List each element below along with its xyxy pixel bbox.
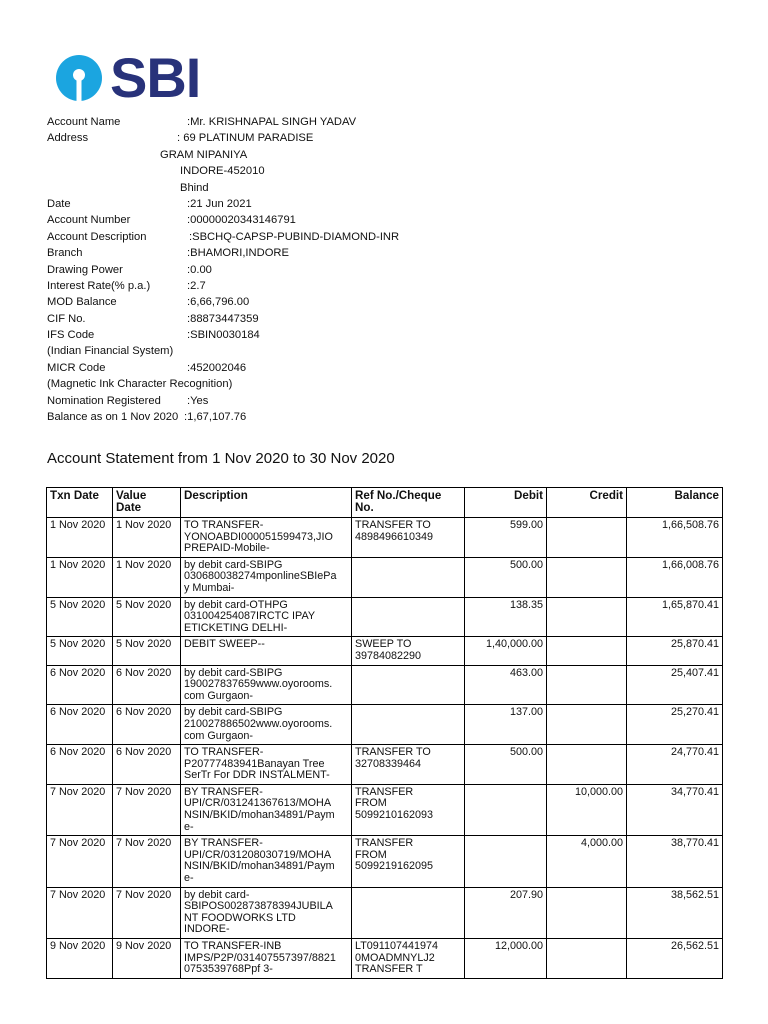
info-value: :2.7 — [187, 279, 206, 292]
txn-date-cell: 5 Nov 2020 — [47, 597, 113, 637]
ref-cell: SWEEP TO 39784082290 — [352, 637, 465, 665]
description-cell: TO TRANSFER- P20777483941Banayan Tree SerTr For DDR INSTALMENT- — [181, 745, 352, 785]
value-date-cell: 5 Nov 2020 — [113, 597, 181, 637]
balance-cell: 34,770.41 — [627, 784, 723, 835]
table-row — [47, 705, 723, 745]
balance-cell: 1,66,008.76 — [627, 557, 723, 597]
description-cell: by debit card-SBIPG 030680038274mponlineSBIePa y Mumbai- — [181, 557, 352, 597]
credit-cell — [547, 518, 627, 558]
info-value: :Yes — [187, 394, 209, 407]
info-label: (Indian Financial System) — [47, 345, 174, 358]
debit-cell: 12,000.00 — [465, 939, 547, 979]
description-cell: by debit card-SBIPG 210027886502www.oyorooms. com Gurgaon- — [181, 705, 352, 745]
balance-cell: 1,65,870.41 — [627, 597, 723, 637]
txn-date-cell: 1 Nov 2020 — [47, 557, 113, 597]
info-value: :0.00 — [187, 263, 212, 276]
transactions-table — [46, 487, 723, 979]
col-debit: Debit — [465, 488, 547, 518]
info-value: :00000020343146791 — [187, 214, 296, 227]
debit-cell: 500.00 — [465, 557, 547, 597]
ref-cell: LT091107441974 0MOADMNYLJ2 TRANSFER T — [352, 939, 465, 979]
ref-cell: TRANSFER TO 32708339464 — [352, 745, 465, 785]
table-row — [47, 939, 723, 979]
info-label: Address — [47, 132, 89, 145]
debit-cell: 137.00 — [465, 705, 547, 745]
description-cell: TO TRANSFER- YONOABDI000051599473,JIO PREPAID-Mobile- — [181, 518, 352, 558]
description-cell: by debit card- SBIPOS002873878394JUBILA NT FOODWORKS LTD INDORE- — [181, 887, 352, 938]
info-label: Balance as on 1 Nov 2020 — [47, 411, 179, 424]
info-value: :Mr. KRISHNAPAL SINGH YADAV — [187, 116, 357, 128]
ref-cell — [352, 597, 465, 637]
credit-cell — [547, 597, 627, 637]
info-value: :88873447359 — [187, 312, 259, 325]
txn-date-cell: 5 Nov 2020 — [47, 637, 113, 665]
table-row — [47, 637, 723, 665]
credit-cell — [547, 745, 627, 785]
balance-cell: 1,66,508.76 — [627, 518, 723, 558]
statement-title: Account Statement from 1 Nov 2020 to 30 Nov 2020 — [47, 450, 395, 467]
info-label: Drawing Power — [47, 263, 123, 276]
table-header-row — [47, 488, 723, 518]
value-date-cell: 7 Nov 2020 — [113, 887, 181, 938]
ref-cell: TRANSFER FROM 5099219162095 — [352, 836, 465, 887]
info-value: :21 Jun 2021 — [187, 197, 252, 210]
info-label: (Magnetic Ink Character Recognition) — [47, 378, 233, 391]
ref-cell: TRANSFER TO 4898496610349 — [352, 518, 465, 558]
table-row — [47, 745, 723, 785]
ref-cell — [352, 557, 465, 597]
table-row — [47, 784, 723, 835]
balance-cell: 24,770.41 — [627, 745, 723, 785]
debit-cell: 1,40,000.00 — [465, 637, 547, 665]
debit-cell — [465, 784, 547, 835]
ref-cell — [352, 705, 465, 745]
table-row — [47, 557, 723, 597]
table-row — [47, 887, 723, 938]
info-value: GRAM NIPANIYA — [160, 148, 248, 161]
debit-cell: 138.35 — [465, 597, 547, 637]
info-value: : 69 PLATINUM PARADISE — [177, 132, 314, 145]
info-value: :SBCHQ-CAPSP-PUBIND-DIAMOND-INR — [189, 230, 400, 243]
info-value: :SBIN0030184 — [187, 329, 260, 342]
txn-date-cell: 7 Nov 2020 — [47, 836, 113, 887]
info-label: IFS Code — [47, 329, 95, 342]
info-value: :BHAMORI,INDORE — [187, 247, 289, 260]
debit-cell: 599.00 — [465, 518, 547, 558]
col-description: Description — [181, 488, 352, 518]
info-label: MOD Balance — [47, 296, 117, 309]
logo-text: SBI — [110, 46, 201, 109]
value-date-cell: 1 Nov 2020 — [113, 518, 181, 558]
info-label: Branch — [47, 247, 83, 260]
value-date-cell: 9 Nov 2020 — [113, 939, 181, 979]
ref-cell — [352, 665, 465, 705]
table-row — [47, 836, 723, 887]
txn-date-cell: 9 Nov 2020 — [47, 939, 113, 979]
balance-cell: 38,770.41 — [627, 836, 723, 887]
credit-cell — [547, 705, 627, 745]
info-label: Account Description — [47, 230, 147, 243]
value-date-cell: 6 Nov 2020 — [113, 745, 181, 785]
txn-date-cell: 7 Nov 2020 — [47, 784, 113, 835]
info-label: Account Number — [47, 214, 131, 227]
credit-cell: 4,000.00 — [547, 836, 627, 887]
txn-date-cell: 6 Nov 2020 — [47, 745, 113, 785]
description-cell: DEBIT SWEEP-- — [181, 637, 352, 665]
credit-cell: 10,000.00 — [547, 784, 627, 835]
debit-cell: 207.90 — [465, 887, 547, 938]
debit-cell — [465, 836, 547, 887]
info-label: Account Name — [47, 116, 121, 128]
credit-cell — [547, 637, 627, 665]
info-label: MICR Code — [47, 361, 106, 374]
col-txn-date: Txn Date — [47, 488, 113, 518]
value-date-cell: 6 Nov 2020 — [113, 705, 181, 745]
credit-cell — [547, 939, 627, 979]
sbi-logo — [54, 46, 201, 109]
credit-cell — [547, 887, 627, 938]
description-cell: by debit card-OTHPG 031004254087IRCTC IPAY ETICKETING DELHI- — [181, 597, 352, 637]
col-ref: Ref No./Cheque No. — [352, 488, 465, 518]
info-value: :1,67,107.76 — [184, 411, 247, 424]
value-date-cell: 6 Nov 2020 — [113, 665, 181, 705]
col-balance: Balance — [627, 488, 723, 518]
txn-date-cell: 7 Nov 2020 — [47, 887, 113, 938]
value-date-cell: 7 Nov 2020 — [113, 836, 181, 887]
sbi-keyhole-icon — [54, 53, 104, 103]
description-cell: by debit card-SBIPG 190027837659www.oyorooms. com Gurgaon- — [181, 665, 352, 705]
ref-cell — [352, 887, 465, 938]
value-date-cell: 1 Nov 2020 — [113, 557, 181, 597]
info-label: Nomination Registered — [47, 394, 161, 407]
info-label: Interest Rate(% p.a.) — [47, 279, 151, 292]
balance-cell: 38,562.51 — [627, 887, 723, 938]
txn-date-cell: 1 Nov 2020 — [47, 518, 113, 558]
debit-cell: 500.00 — [465, 745, 547, 785]
info-label: Date — [47, 197, 71, 210]
balance-cell: 25,407.41 — [627, 665, 723, 705]
info-value: :6,66,796.00 — [187, 296, 250, 309]
table-row — [47, 518, 723, 558]
txn-date-cell: 6 Nov 2020 — [47, 705, 113, 745]
balance-cell: 25,270.41 — [627, 705, 723, 745]
info-value: INDORE-452010 — [180, 165, 265, 178]
balance-cell: 26,562.51 — [627, 939, 723, 979]
description-cell: BY TRANSFER- UPI/CR/031241367613/MOHA NSIN/BKID/mohan34891/Paym e- — [181, 784, 352, 835]
balance-cell: 25,870.41 — [627, 637, 723, 665]
description-cell: TO TRANSFER-INB IMPS/P2P/031407557397/8821 0753539768Ppf 3- — [181, 939, 352, 979]
credit-cell — [547, 665, 627, 705]
table-row — [47, 597, 723, 637]
ref-cell: TRANSFER FROM 5099210162093 — [352, 784, 465, 835]
col-credit: Credit — [547, 488, 627, 518]
credit-cell — [547, 557, 627, 597]
info-label: CIF No. — [47, 312, 86, 325]
txn-date-cell: 6 Nov 2020 — [47, 665, 113, 705]
debit-cell: 463.00 — [465, 665, 547, 705]
info-value: Bhind — [180, 181, 209, 194]
value-date-cell: 5 Nov 2020 — [113, 637, 181, 665]
description-cell: BY TRANSFER- UPI/CR/031208030719/MOHA NSIN/BKID/mohan34891/Paym e- — [181, 836, 352, 887]
table-row — [47, 665, 723, 705]
value-date-cell: 7 Nov 2020 — [113, 784, 181, 835]
col-value-date: Value Date — [113, 488, 181, 518]
info-value: :452002046 — [187, 361, 247, 374]
